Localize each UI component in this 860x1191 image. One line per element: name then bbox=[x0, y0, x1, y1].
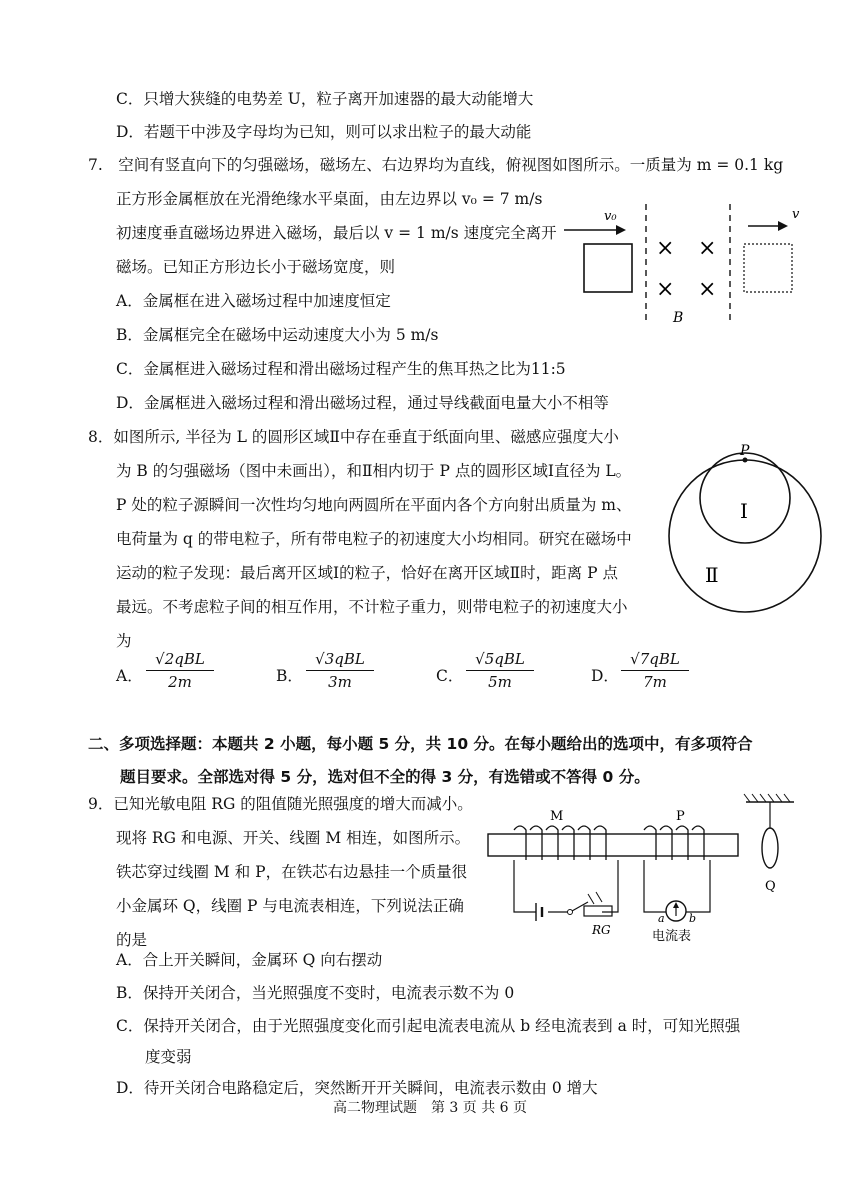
q7-v0-label: v₀ bbox=[604, 209, 617, 224]
q7-option-c: C．金属框进入磁场过程和滑出磁场过程产生的焦耳热之比为11:5 bbox=[116, 360, 566, 378]
q8-option-c-fraction bbox=[466, 650, 534, 691]
q8-option-c-numerator: √5qBL bbox=[466, 650, 534, 671]
q7-option-b: B．金属框完全在磁场中运动速度大小为 5 m/s bbox=[116, 326, 439, 344]
q8-stem-line-2: 为 B 的匀强磁场（图中未画出），和Ⅱ相内切于 P 点的圆形区域Ⅰ直径为 L。 bbox=[116, 462, 632, 480]
q8-option-d-denominator: 7m bbox=[643, 673, 667, 691]
q7-magnetic-field-figure bbox=[560, 200, 820, 330]
q7-option-d: D．金属框进入磁场过程和滑出磁场过程，通过导线截面电量大小不相等 bbox=[116, 394, 609, 412]
q9-stem-line-5: 的是 bbox=[116, 931, 148, 949]
q8-option-b-denominator: 3m bbox=[328, 673, 352, 691]
section2-heading-line-2: 题目要求。全部选对得 5 分，选对但不全的得 3 分，有选错或不答得 0 分。 bbox=[120, 768, 650, 786]
q9-option-a: A．合上开关瞬间，金属环 Q 向右摆动 bbox=[116, 951, 383, 969]
q8-option-c-label: C． bbox=[436, 667, 464, 685]
section2-heading-line-1: 二、多项选择题：本题共 2 小题，每小题 5 分，共 10 分。在每小题给出的选项中，有多项符合 bbox=[88, 735, 753, 753]
q7-cross-3: × bbox=[656, 277, 675, 302]
q9-coil-m bbox=[514, 826, 606, 860]
q6-option-c: C．只增大狭缝的电势差 U，粒子离开加速器的最大动能增大 bbox=[116, 90, 534, 108]
q9-stem-line-3: 铁芯穿过线圈 M 和 P，在铁芯右边悬挂一个质量很 bbox=[116, 863, 468, 881]
q9-rg-label: RG bbox=[592, 923, 611, 937]
q8-option-a-fraction bbox=[146, 650, 214, 691]
q8-option-d-label: D． bbox=[591, 667, 619, 685]
q9-a-label: a bbox=[658, 912, 665, 925]
q9-ammeter-label: 电流表 bbox=[652, 929, 692, 944]
q8-option-a-numerator: √2qBL bbox=[146, 650, 214, 671]
q9-b-label: b bbox=[689, 912, 697, 925]
q7-stem-line-3: 初速度垂直磁场边界进入磁场，最后以 v = 1 m/s 速度完全离开 bbox=[116, 224, 557, 242]
q8-option-d-fraction bbox=[621, 650, 689, 691]
q7-stem-line-4: 磁场。已知正方形边长小于磁场宽度，则 bbox=[116, 258, 396, 276]
q8-option-c-denominator: 5m bbox=[488, 673, 512, 691]
q7-dotted-square bbox=[744, 244, 792, 292]
q8-option-b-fraction bbox=[306, 650, 374, 691]
q9-stem-line-2: 现将 RG 和电源、开关、线圈 M 相连，如图所示。 bbox=[116, 829, 471, 847]
q9-q-label: Q bbox=[765, 879, 776, 894]
q7-b-label: B bbox=[673, 310, 684, 326]
q9-stem-line-1: 9．已知光敏电阻 RG 的阻值随光照强度的增大而减小。 bbox=[88, 795, 473, 813]
q7-option-a: A．金属框在进入磁场过程中加速度恒定 bbox=[116, 292, 391, 310]
q7-cross-1: × bbox=[656, 236, 675, 261]
q9-option-d: D．待开关闭合电路稳定后，突然断开开关瞬间，电流表示数由 0 增大 bbox=[116, 1079, 598, 1097]
q9-photoresistor bbox=[584, 906, 612, 916]
q8-region-i-label: Ⅰ bbox=[740, 499, 748, 523]
page-footer: 高二物理试题 第 3 页 共 6 页 bbox=[332, 1100, 528, 1116]
q9-option-c: C．保持开关闭合，由于光照强度变化而引起电流表电流从 b 经电流表到 a 时，可知光照强 bbox=[116, 1017, 741, 1035]
q9-m-label: M bbox=[550, 809, 564, 824]
q8-option-b-numerator: √3qBL bbox=[306, 650, 374, 671]
q8-outer-circle bbox=[669, 460, 821, 612]
q7-stem-line-2: 正方形金属框放在光滑绝缘水平桌面，由左边界以 v₀ = 7 m/s bbox=[116, 190, 543, 208]
q6-option-d: D．若题干中涉及字母均为已知，则可以求出粒子的最大动能 bbox=[116, 123, 532, 141]
q8-region-ii-label: Ⅱ bbox=[705, 563, 719, 587]
q8-stem-line-4: 电荷量为 q 的带电粒子，所有带电粒子的初速度大小均相同。研究在磁场中 bbox=[116, 530, 632, 548]
q7-cross-4: × bbox=[698, 277, 717, 302]
q9-option-c-continued: 度变弱 bbox=[145, 1048, 192, 1066]
q8-inner-circle bbox=[700, 453, 790, 543]
q8-stem-line-5: 运动的粒子发现：最后离开区域Ⅰ的粒子，恰好在离开区域Ⅱ时，距离 P 点 bbox=[116, 564, 618, 582]
q7-v-label: v bbox=[792, 207, 800, 222]
q8-stem-line-6: 最远。不考虑粒子间的相互作用，不计粒子重力，则带电粒子的初速度大小 bbox=[116, 598, 628, 616]
q8-option-a-label: A． bbox=[116, 667, 143, 685]
q8-stem-line-7: 为 bbox=[116, 632, 132, 650]
q9-metal-ring bbox=[762, 828, 778, 868]
q9-option-b: B．保持开关闭合，当光照强度不变时，电流表示数不为 0 bbox=[116, 984, 515, 1002]
q8-circles-figure bbox=[655, 440, 835, 620]
q9-p-label: P bbox=[676, 809, 685, 824]
q8-option-d-numerator: √7qBL bbox=[621, 650, 689, 671]
q9-stem-line-4: 小金属环 Q，线圈 P 与电流表相连，下列说法正确 bbox=[116, 897, 464, 915]
q9-coil-p bbox=[644, 826, 704, 860]
q8-option-b-label: B． bbox=[276, 667, 303, 685]
q8-option-a-denominator: 2m bbox=[168, 673, 192, 691]
q9-circuit-figure bbox=[484, 790, 804, 950]
q7-square-frame bbox=[584, 244, 632, 292]
q8-stem-line-3: P 处的粒子源瞬间一次性均匀地向两圆所在平面内各个方向射出质量为 m、 bbox=[116, 496, 632, 514]
q7-stem-line-1: 7. 空间有竖直向下的匀强磁场，磁场左、右边界均为直线，俯视图如图所示。一质量为 m = 0.1 kg bbox=[88, 156, 784, 174]
q8-stem-line-1: 8．如图所示, 半径为 L 的圆形区域Ⅱ中存在垂直于纸面向里、磁感应强度大小 bbox=[88, 428, 619, 446]
q8-p-label: P bbox=[740, 443, 750, 459]
q7-cross-2: × bbox=[698, 236, 717, 261]
